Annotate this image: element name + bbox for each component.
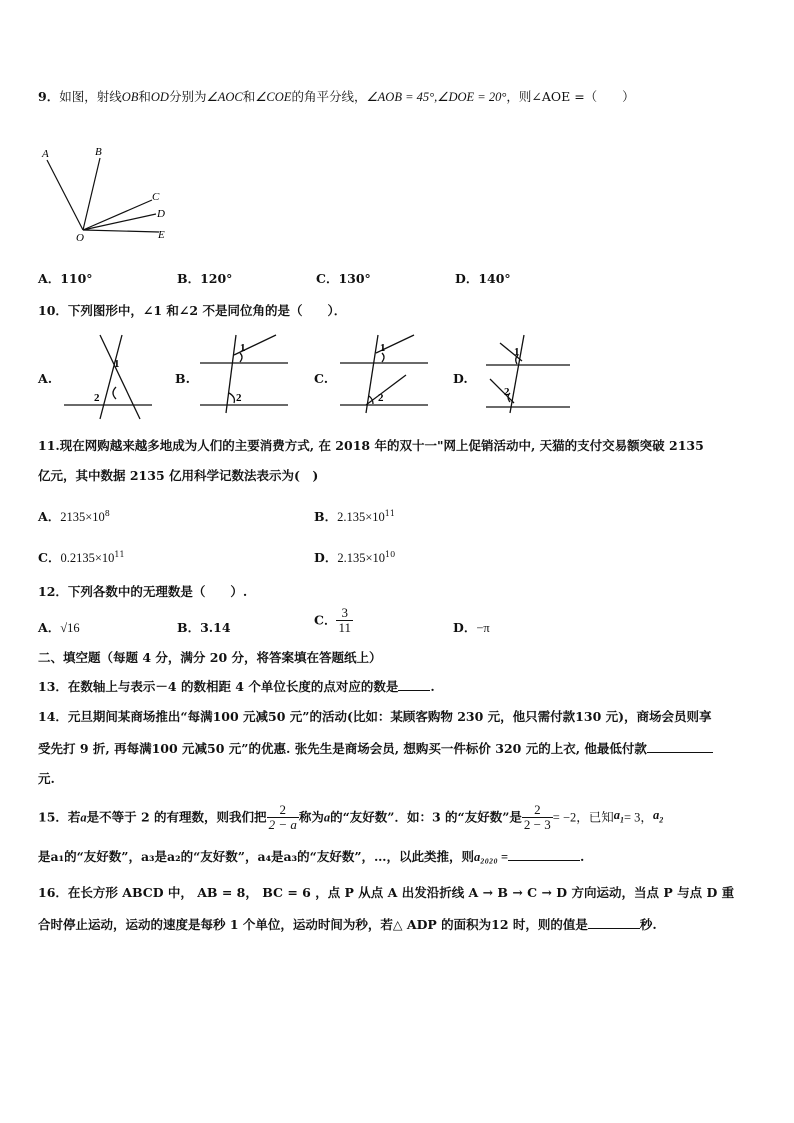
q15-line2: 是a₁的“友好数”，a₃是a₂的“友好数”，a₄是a₃的“友好数”，…，以此类推，则a₂₀₂₀ = .	[38, 849, 585, 864]
q10-option-a-label[interactable]: A.	[38, 371, 53, 386]
q11-option-b[interactable]: B．$2.135\times 10^{11}$	[314, 509, 395, 525]
q16-answer-blank[interactable]	[588, 916, 640, 929]
label-A: A	[42, 148, 49, 160]
q12-option-d[interactable]: D．−π	[453, 620, 490, 635]
svg-text:1: 1	[114, 358, 120, 370]
q9-stem: 9．如图，射线OB和OD分别为∠AOC和∠COE的角平分线，∠AOB = 45°,∠DOE = 20°，则∠AOE =（ ）	[38, 89, 635, 104]
q11-option-a[interactable]: A．$2135\times 10^8$	[38, 509, 110, 525]
label-B: B	[95, 146, 102, 158]
label-D: D	[157, 208, 165, 220]
q10-stem: 10．下列图形中，∠1 和∠2 不是同位角的是（ ）．	[38, 303, 347, 318]
q12-option-a[interactable]: A．√16	[38, 620, 80, 635]
svg-text:2: 2	[236, 392, 242, 404]
q11-option-c[interactable]: C．$0.2135\times 10^{11}$	[38, 550, 125, 566]
q14-line2: 受先打 9 折, 再每满100 元减50 元”的优惠. 张先生是商场会员, 想购买一件标价 320 元的上衣, 他最低付款	[38, 740, 713, 757]
q11-option-d[interactable]: D．$2.135\times 10^{10}$	[314, 550, 396, 566]
q9-option-b[interactable]: B．120°	[177, 271, 233, 286]
q9-option-c[interactable]: C．130°	[316, 271, 371, 286]
q10-option-b-label[interactable]: B.	[175, 371, 190, 386]
q11-line1: 11.现在网购越来越多地成为人们的主要消费方式, 在 2018 年的双十一"网上促销活动中, 天猫的支付交易额突破 2135	[38, 438, 704, 453]
svg-text:2: 2	[504, 386, 510, 398]
q11-line2: 亿元，其中数据 2135 亿用科学记数法表示为( )	[38, 468, 319, 483]
label-E: E	[158, 229, 165, 241]
q10-option-d-label[interactable]: D.	[453, 371, 468, 386]
q16-line1: 16．在长方形 ABCD 中， AB = 8， BC = 6 ，点 P 从点 A 出发沿折线 A → B → C → D 方向运动，当点 P 与点 D 重	[38, 885, 735, 900]
svg-text:1: 1	[514, 346, 520, 358]
q14-line3: 元.	[38, 771, 55, 786]
q13-answer-blank[interactable]	[398, 678, 430, 691]
label-C: C	[152, 191, 160, 203]
q9-figure	[34, 140, 184, 248]
q14-line1: 14．元旦期间某商场推出“每满100 元减50 元”的活动(比如：某顾客购物 230 元，他只需付款130 元)，商场会员则享	[38, 709, 712, 724]
q13: 13．在数轴上与表示－4 的数相距 4 个单位长度的点对应的数是 .	[38, 679, 435, 694]
q16-line2: 合时停止运动，运动的速度是每秒 1 个单位，运动时间为秒，若△ ADP 的面积为12 时，则的值是 秒.	[38, 917, 657, 932]
q12-option-c[interactable]: C． $\frac{3}{11}$	[314, 605, 351, 635]
q10-figure-c	[336, 333, 436, 418]
section-heading: 二、填空题（每题 4 分，满分 20 分，将答案填在答题纸上）	[38, 650, 382, 665]
q10-option-c-label[interactable]: C.	[314, 371, 329, 386]
svg-text:1: 1	[380, 342, 386, 354]
q12-stem: 12．下列各数中的无理数是（ ）.	[38, 584, 248, 599]
q10-figure-b	[196, 333, 296, 418]
q14-answer-blank[interactable]	[647, 740, 713, 753]
svg-text:2: 2	[378, 392, 384, 404]
label-O: O	[76, 232, 84, 244]
svg-text:1: 1	[240, 342, 246, 354]
q10-figure-a	[60, 333, 155, 425]
q12-option-b[interactable]: B．3.14	[177, 620, 231, 635]
q9-option-d[interactable]: D．140°	[455, 271, 511, 286]
q9-option-a[interactable]: A．110°	[38, 271, 93, 286]
q15-line1: 15．若a是不等于 2 的有理数，则我们把 $\frac{2}{2 - a}$ 称为a的“友好数”．如：3 的“友好数”是 $\frac{2}{2 - 3}$ = −2，已知$a_1= 3$，$a_2$	[38, 802, 664, 832]
q15-answer-blank[interactable]	[508, 848, 580, 861]
svg-text:2: 2	[94, 392, 100, 404]
q10-figure-d	[482, 333, 574, 418]
